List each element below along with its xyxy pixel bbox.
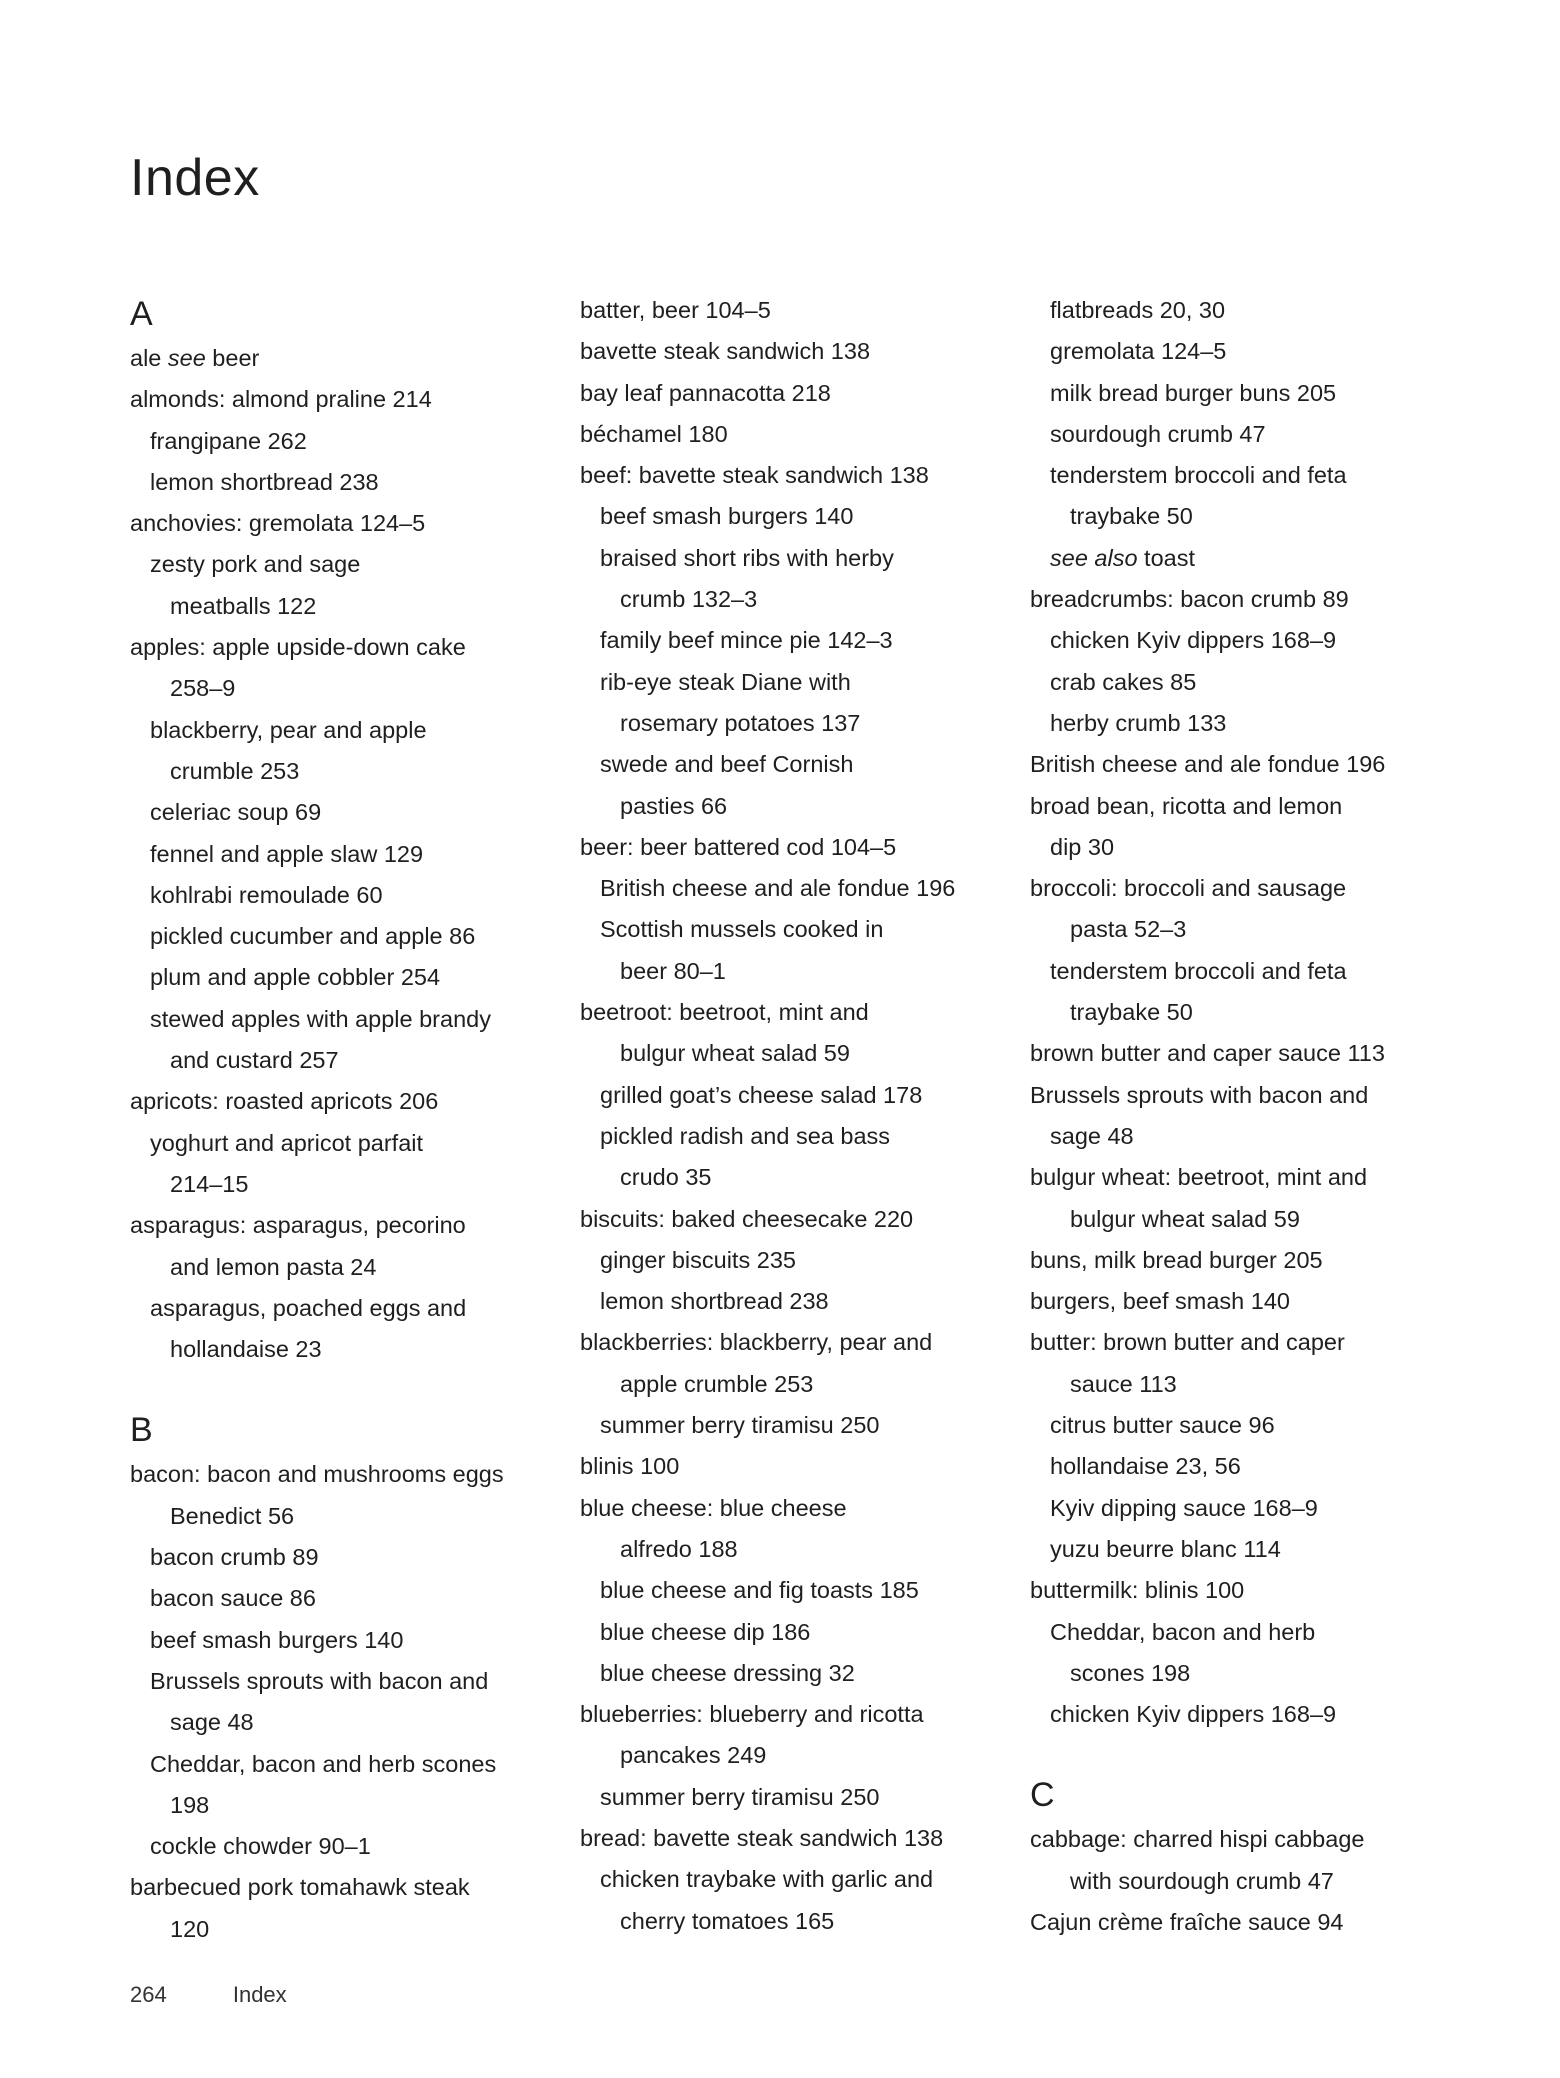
index-subentry: chicken Kyiv dippers 168–9 [1050,1701,1337,1728]
running-footer-section: Index [232,1982,287,2007]
index-subentry: pasties 66 [620,792,728,819]
index-subentry: traybake 50 [1070,503,1193,530]
index-subentry: flatbreads 20, 30 [1050,297,1226,323]
index-subentry: family beef mince pie 142–3 [600,627,893,654]
index-entry: béchamel 180 [580,420,728,447]
index-subentry: pasta 52–3 [1070,916,1187,943]
index-subentry: British cheese and ale fondue 196 [600,875,956,902]
index-entry: British cheese and ale fondue 196 [1030,751,1386,778]
index-entry: batter, beer 104–5 [580,297,771,323]
index-subentry: zesty pork and sage [150,551,361,578]
index-subentry: alfredo 188 [620,1535,738,1562]
index-entry: barbecued pork tomahawk steak [130,1874,470,1901]
index-subentry: and lemon pasta 24 [170,1253,377,1280]
index-subentry: hollandaise 23 [170,1336,322,1363]
index-subentry: herby crumb 133 [1050,709,1227,736]
index-subentry: cherry tomatoes 165 [620,1907,835,1934]
index-subentry: pickled radish and sea bass [600,1122,891,1149]
index-entry: broad bean, ricotta and lemon [1030,792,1343,819]
index-entry: cabbage: charred hispi cabbage [1030,1826,1365,1853]
index-subentry: 258–9 [170,675,236,702]
index-subentry: Benedict 56 [170,1502,295,1529]
index-subentry: kohlrabi remoulade 60 [150,881,383,908]
index-subentry: hollandaise 23, 56 [1050,1453,1241,1480]
index-subentry: grilled goat’s cheese salad 178 [600,1081,923,1108]
index-subentry: Cheddar, bacon and herb [1050,1618,1316,1645]
index-subentry: tenderstem broccoli and feta [1050,957,1347,984]
index-column-1 [130,290,570,1950]
section-letter: A [130,295,153,333]
index-subentry: braised short ribs with herby [600,544,894,571]
index-entry: breadcrumbs: bacon crumb 89 [1030,586,1349,613]
index-subentry: milk bread burger buns 205 [1050,379,1337,406]
index-entry: buns, milk bread burger 205 [1030,1246,1323,1273]
index-subentry: Kyiv dipping sauce 168–9 [1050,1494,1318,1521]
index-subentry: sage 48 [1050,1122,1134,1149]
index-subentry: and custard 257 [170,1047,339,1074]
page-footer [130,1982,287,2008]
index-subentry: scones 198 [1070,1659,1191,1686]
index-subentry: asparagus, poached eggs and [150,1294,467,1321]
index-entry: blinis 100 [580,1453,680,1480]
index-subentry: Cheddar, bacon and herb scones [150,1750,497,1777]
index-subentry: chicken traybake with garlic and [600,1866,934,1893]
index-subentry: meatballs 122 [170,592,317,619]
index-entry: beef: bavette steak sandwich 138 [580,462,929,489]
index-subentry: sourdough crumb 47 [1050,420,1266,447]
index-subentry: crab cakes 85 [1050,668,1197,695]
index-entry: beetroot: beetroot, mint and [580,999,869,1026]
index-subentry: lemon shortbread 238 [600,1288,829,1315]
index-entry: almonds: almond praline 214 [130,386,432,413]
index-subentry: blue cheese dip 186 [600,1618,811,1645]
index-subentry: yuzu beurre blanc 114 [1050,1535,1281,1562]
index-subentry: chicken Kyiv dippers 168–9 [1050,627,1337,654]
index-subentry: beef smash burgers 140 [600,503,854,530]
index-subentry: Scottish mussels cooked in [600,916,884,943]
index-subentry: 120 [170,1915,210,1942]
section-letter: B [130,1411,153,1450]
index-subentry: yoghurt and apricot parfait [150,1129,424,1156]
index-subentry: crudo 35 [620,1164,712,1191]
index-entry: blue cheese: blue cheese [580,1494,847,1521]
index-entry: blueberries: blueberry and ricotta [580,1701,924,1728]
index-subentry: dip 30 [1050,833,1115,860]
index-subentry: citrus butter sauce 96 [1050,1412,1275,1439]
index-subentry: crumble 253 [170,757,300,784]
index-subentry: plum and apple cobbler 254 [150,964,441,991]
index-subentry: crumb 132–3 [620,586,758,613]
index-entry: burgers, beef smash 140 [1030,1288,1290,1315]
index-subentry: bacon sauce 86 [150,1585,316,1612]
index-column-2 [580,290,1020,1942]
index-subentry: stewed apples with apple brandy [150,1005,491,1032]
index-subentry: bulgur wheat salad 59 [620,1040,850,1067]
index-entry: Brussels sprouts with bacon and [1030,1081,1369,1108]
index-subentry: bulgur wheat salad 59 [1070,1205,1300,1232]
index-entry: broccoli: broccoli and sausage [1030,875,1347,902]
index-subentry: pickled cucumber and apple 86 [150,923,476,950]
index-entry: blackberries: blackberry, pear and [580,1329,933,1356]
index-entry: bread: bavette steak sandwich 138 [580,1824,944,1851]
index-subentry: Brussels sprouts with bacon and [150,1667,489,1694]
index-subentry: pancakes 249 [620,1742,767,1769]
index-subentry: blackberry, pear and apple [150,716,427,743]
index-subentry: 214–15 [170,1170,249,1197]
index-subentry: cockle chowder 90–1 [150,1833,371,1860]
index-entry: anchovies: gremolata 124–5 [130,510,426,537]
index-entry: apricots: roasted apricots 206 [130,1088,439,1115]
index-subentry: apple crumble 253 [620,1370,814,1397]
index-subentry: sage 48 [170,1709,254,1736]
index-subentry: with sourdough crumb 47 [1070,1867,1334,1894]
index-entry: bay leaf pannacotta 218 [580,379,831,406]
index-entry: apples: apple upside-down cake [130,634,466,661]
index-subentry: bacon crumb 89 [150,1544,319,1571]
index-subentry: fennel and apple slaw 129 [150,840,424,867]
index-subentry: sauce 113 [1070,1370,1177,1397]
index-subentry: celeriac soup 69 [150,799,322,826]
section-letter: C [1030,1776,1055,1815]
index-entry: biscuits: baked cheesecake 220 [580,1205,914,1232]
index-subentry: summer berry tiramisu 250 [600,1412,880,1439]
index-entry: asparagus: asparagus, pecorino [130,1212,466,1239]
index-subentry: swede and beef Cornish [600,751,854,778]
page-title: Index [130,149,260,207]
index-subentry: rib-eye steak Diane with [600,668,851,695]
index-subentry: beef smash burgers 140 [150,1626,404,1653]
index-subentry: blue cheese and fig toasts 185 [600,1577,919,1604]
index-entry: bulgur wheat: beetroot, mint and [1030,1164,1368,1191]
index-subentry: lemon shortbread 238 [150,468,379,495]
index-subentry: blue cheese dressing 32 [600,1659,855,1686]
index-subentry: 198 [170,1791,210,1818]
index-subentry: rosemary potatoes 137 [620,709,861,736]
index-subentry: tenderstem broccoli and feta [1050,462,1347,489]
index-entry: buttermilk: blinis 100 [1030,1577,1245,1604]
index-entry: butter: brown butter and caper [1030,1329,1345,1356]
index-entry: bavette steak sandwich 138 [580,338,871,365]
index-subentry: gremolata 124–5 [1050,338,1227,365]
index-entry: beer: beer battered cod 104–5 [580,833,897,860]
index-subentry: frangipane 262 [150,427,307,454]
index-entry: ale see beer [130,345,260,371]
index-entry: Cajun crème fraîche sauce 94 [1030,1908,1344,1935]
page-number: 264 [130,1982,167,2007]
index-entry: bacon: bacon and mushrooms eggs [130,1461,504,1488]
index-subentry: beer 80–1 [620,957,726,984]
index-subentry: summer berry tiramisu 250 [600,1783,880,1810]
index-subentry: ginger biscuits 235 [600,1246,796,1273]
index-entry: brown butter and caper sauce 113 [1030,1040,1385,1067]
index-subentry: see also toast [1050,544,1196,571]
index-column-3 [1030,290,1470,1943]
index-subentry: traybake 50 [1070,999,1193,1026]
